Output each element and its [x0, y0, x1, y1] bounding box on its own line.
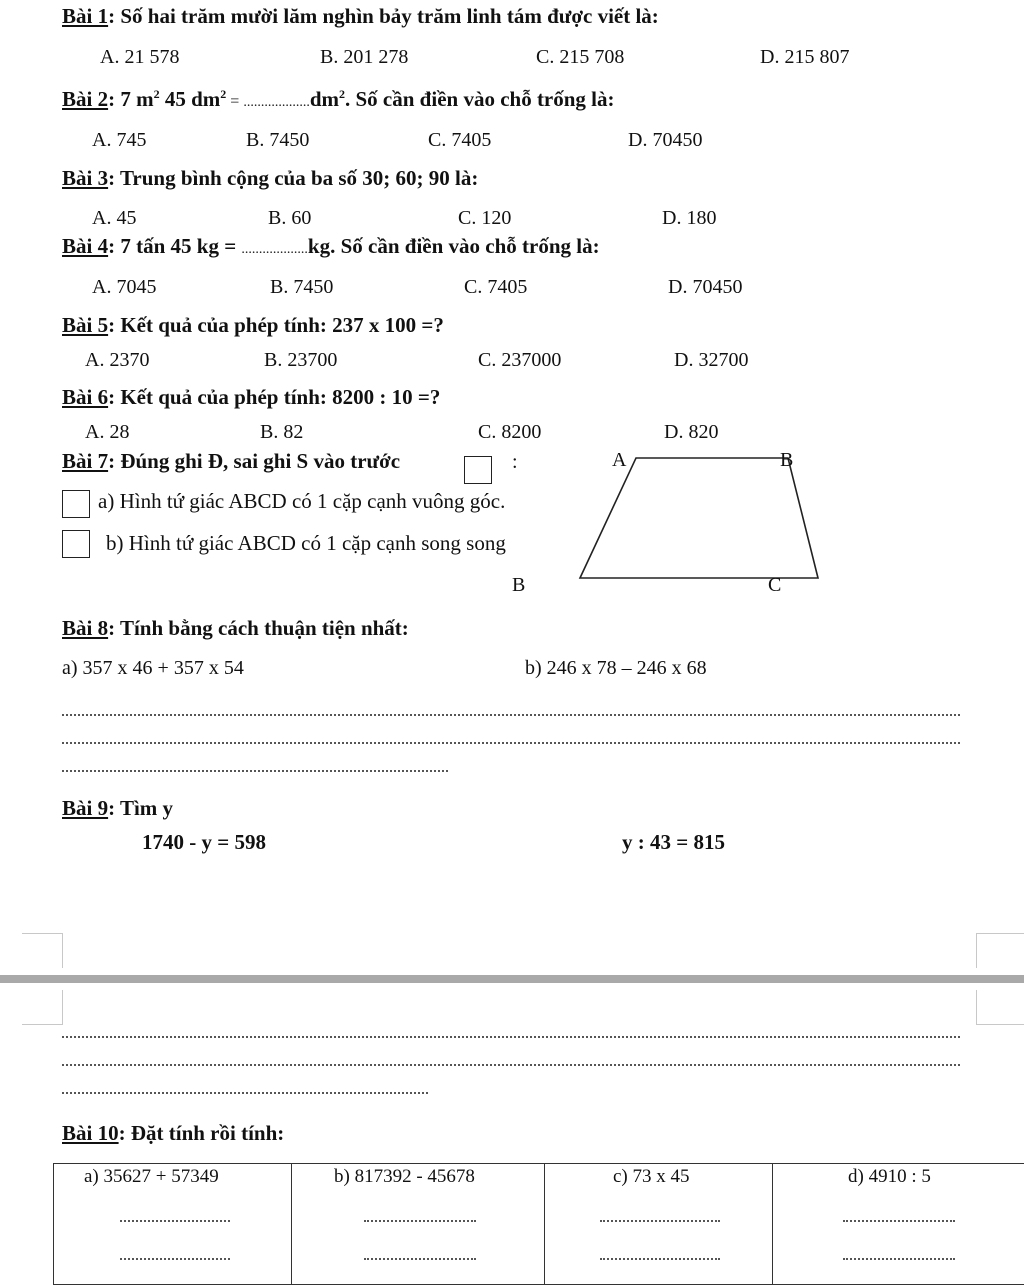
- q1-text: : Số hai trăm mười lăm nghìn bảy trăm linh tám được viết là:: [108, 4, 659, 28]
- vertex-d-label: B: [512, 574, 526, 596]
- q9-equation-1: 1740 - y = 598: [142, 830, 266, 854]
- q4-option-a[interactable]: A. 7045: [92, 276, 157, 298]
- q9-heading: [62, 796, 173, 821]
- q6-label: Bài 6: [62, 385, 109, 409]
- answer-line[interactable]: [62, 1092, 428, 1094]
- q2-option-a[interactable]: A. 745: [92, 129, 147, 151]
- q3-option-c[interactable]: C. 120: [458, 207, 512, 229]
- q6-option-c[interactable]: C. 8200: [478, 421, 542, 443]
- answer-line[interactable]: [600, 1220, 720, 1222]
- q6-option-d[interactable]: D. 820: [664, 421, 719, 443]
- q4-label: Bài 4: [62, 234, 109, 258]
- q10-text: : Đặt tính rồi tính:: [118, 1121, 285, 1145]
- answer-line[interactable]: [62, 1064, 960, 1066]
- q5-label: Bài 5: [62, 313, 109, 337]
- q2-heading: Bài 2: 7 $m^2$ 45 $dm^2 = ...................dm^2$. Số cần điền vào chỗ trống là:: [62, 87, 615, 111]
- calc-cell-b-label: b) 817392 - 45678: [334, 1166, 475, 1187]
- q1-option-d[interactable]: D. 215 807: [760, 46, 850, 68]
- q7-a-text: a) Hình tứ giác ABCD có 1 cặp cạnh vuông góc.: [98, 489, 506, 513]
- q4-option-c[interactable]: C. 7405: [464, 276, 528, 298]
- q5-option-d[interactable]: D. 32700: [674, 349, 749, 371]
- q4-option-d[interactable]: D. 70450: [668, 276, 743, 298]
- page-corner-mark: [22, 990, 63, 1025]
- q1-label: Bài 1: [62, 4, 109, 28]
- page-break-separator: [0, 975, 1024, 983]
- q9-equation-2: y : 43 = 815: [622, 830, 725, 854]
- calc-cell-c[interactable]: [544, 1164, 772, 1285]
- vertex-a-label: A: [612, 449, 627, 471]
- calc-cell-b[interactable]: [292, 1164, 545, 1285]
- q3-option-a[interactable]: A. 45: [92, 207, 137, 229]
- q5-option-a[interactable]: A. 2370: [85, 349, 150, 371]
- answer-line[interactable]: [120, 1258, 230, 1260]
- q6-text: : Kết quả của phép tính: 8200 : 10 =?: [108, 385, 441, 409]
- q6-option-a[interactable]: A. 28: [85, 421, 130, 443]
- answer-line[interactable]: [62, 1036, 960, 1038]
- q6-heading: [62, 385, 440, 410]
- q1-option-c[interactable]: C. 215 708: [536, 46, 625, 68]
- page-corner-mark: [22, 933, 63, 968]
- q2-option-c[interactable]: C. 7405: [428, 129, 492, 151]
- calc-cell-c-label: c) 73 x 45: [612, 1166, 690, 1187]
- q7-b-text: b) Hình tứ giác ABCD có 1 cặp cạnh song song: [106, 531, 506, 555]
- answer-line[interactable]: [62, 714, 960, 716]
- q3-option-d[interactable]: D. 180: [662, 207, 717, 229]
- answer-line[interactable]: [364, 1220, 476, 1222]
- vertex-c-label: C: [768, 574, 782, 596]
- q4-option-b[interactable]: B. 7450: [270, 276, 334, 298]
- q4-heading: Bài 4: 7 tấn 45 kg = ...................kg. Số cần điền vào chỗ trống là:: [62, 234, 600, 258]
- answer-line[interactable]: [62, 770, 448, 772]
- q7-colon: :: [512, 451, 518, 473]
- q9-label: Bài 9: [62, 796, 109, 820]
- answer-line[interactable]: [120, 1220, 230, 1222]
- q2-option-d[interactable]: D. 70450: [628, 129, 703, 151]
- q6-option-b[interactable]: B. 82: [260, 421, 304, 443]
- page-corner-mark: [976, 933, 1024, 968]
- vertex-b-label: B: [780, 449, 794, 471]
- answer-line[interactable]: [62, 742, 960, 744]
- q5-option-c[interactable]: C. 237000: [478, 349, 562, 371]
- q2-option-b[interactable]: B. 7450: [246, 129, 310, 151]
- calculation-table: [53, 1163, 1024, 1285]
- q5-option-b[interactable]: B. 23700: [264, 349, 338, 371]
- q1-heading: [62, 4, 659, 29]
- page-corner-mark: [976, 990, 1024, 1025]
- q10-heading: [62, 1121, 284, 1146]
- q8-part-b: b) 246 x 78 – 246 x 68: [525, 657, 707, 679]
- q5-text: : Kết quả của phép tính: 237 x 100 =?: [108, 313, 444, 337]
- q7-a-checkbox[interactable]: [62, 490, 90, 518]
- q3-label: Bài 3: [62, 166, 109, 190]
- q8-heading: [62, 616, 409, 641]
- q9-text: : Tìm y: [108, 796, 174, 820]
- q1-option-b[interactable]: B. 201 278: [320, 46, 409, 68]
- q8-part-a: a) 357 x 46 + 357 x 54: [62, 657, 244, 679]
- answer-line[interactable]: [364, 1258, 476, 1260]
- q5-heading: [62, 313, 444, 338]
- trapezoid-figure: [560, 445, 850, 605]
- q8-text: : Tính bằng cách thuận tiện nhất:: [108, 616, 409, 640]
- answer-line[interactable]: [600, 1258, 720, 1260]
- calc-cell-a[interactable]: [54, 1164, 292, 1285]
- q7-sample-box: [464, 456, 492, 484]
- q3-text: : Trung bình cộng của ba số 30; 60; 90 là:: [108, 166, 479, 190]
- q10-label: Bài 10: [62, 1121, 119, 1145]
- q7-text: : Đúng ghi Đ, sai ghi S vào trước: [108, 449, 401, 473]
- calc-cell-a-label: a) 35627 + 57349: [84, 1166, 219, 1187]
- trapezoid-shape: [580, 458, 818, 578]
- q1-option-a[interactable]: A. 21 578: [100, 46, 180, 68]
- answer-line[interactable]: [843, 1258, 955, 1260]
- answer-line[interactable]: [843, 1220, 955, 1222]
- q4-blank[interactable]: ...................: [241, 242, 308, 257]
- q2-label: Bài 2: [62, 87, 109, 111]
- q7-heading: [62, 449, 400, 474]
- q7-label: Bài 7: [62, 449, 109, 473]
- q2-blank[interactable]: ...................: [243, 95, 310, 110]
- calc-cell-d[interactable]: [773, 1164, 1024, 1285]
- q3-option-b[interactable]: B. 60: [268, 207, 312, 229]
- q8-label: Bài 8: [62, 616, 109, 640]
- calc-cell-d-label: d) 4910 : 5: [848, 1166, 931, 1187]
- q3-heading: [62, 166, 478, 191]
- q7-b-checkbox[interactable]: [62, 530, 90, 558]
